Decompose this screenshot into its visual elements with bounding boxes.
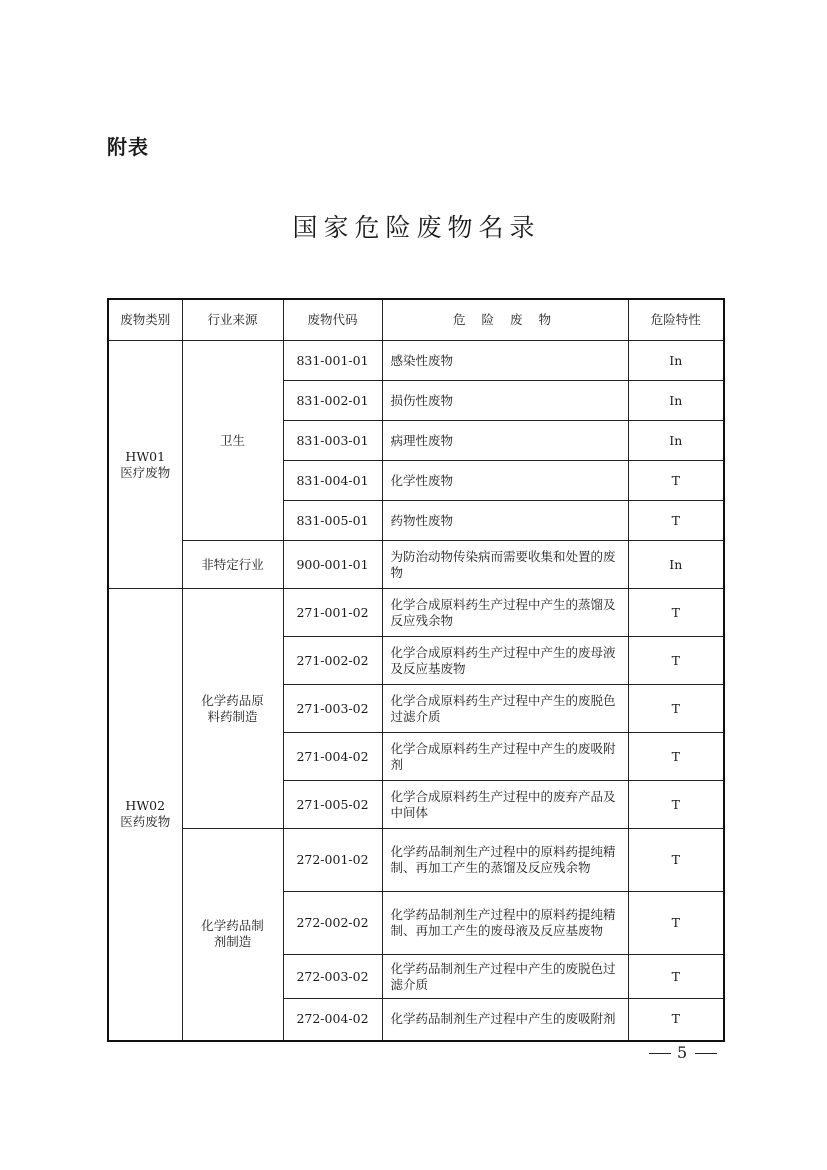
table-row (108, 829, 724, 892)
hazardous-waste-table (107, 298, 725, 1042)
hazard-cell: In (628, 381, 724, 421)
waste-name-cell: 化学合成原料药生产过程中产生的废吸附剂 (382, 733, 628, 781)
hazard-cell: In (628, 541, 724, 589)
table-row (108, 589, 724, 637)
header-code: 废物代码 (283, 299, 382, 341)
category-cell-hw01: HW01 医疗废物 (108, 341, 182, 589)
table-row (108, 341, 724, 381)
waste-name-cell: 化学性废物 (382, 461, 628, 501)
waste-name-cell: 病理性废物 (382, 421, 628, 461)
document-title: 国家危险废物名录 (292, 213, 541, 242)
page-number-dash-left (649, 1053, 671, 1054)
hazard-cell: T (628, 781, 724, 829)
code-cell: 271-002-02 (283, 637, 382, 685)
hazard-cell: T (628, 955, 724, 999)
hazard-cell: T (628, 461, 724, 501)
hazard-cell: In (628, 421, 724, 461)
hazard-cell: In (628, 341, 724, 381)
waste-name-cell: 化学药品制剂生产过程中产生的废吸附剂 (382, 999, 628, 1041)
hazard-cell: T (628, 501, 724, 541)
industry-cell-health: 卫生 (182, 341, 283, 541)
waste-name-cell: 化学药品制剂生产过程中的原料药提纯精制、再加工产生的废母液及反应基废物 (382, 892, 628, 955)
table-header-row (108, 299, 724, 341)
hazard-cell: T (628, 892, 724, 955)
code-cell: 831-001-01 (283, 341, 382, 381)
hazard-cell: T (628, 733, 724, 781)
code-cell: 831-002-01 (283, 381, 382, 421)
appendix-label: 附表 (107, 135, 149, 159)
page-number (643, 1043, 723, 1062)
code-cell: 271-005-02 (283, 781, 382, 829)
hazard-cell: T (628, 637, 724, 685)
industry-cell-formulation: 化学药品制 剂制造 (182, 829, 283, 1041)
hazard-cell: T (628, 589, 724, 637)
header-hazard: 危险特性 (628, 299, 724, 341)
header-category: 废物类别 (108, 299, 182, 341)
waste-name-cell: 化学合成原料药生产过程中的废弃产品及中间体 (382, 781, 628, 829)
code-cell: 271-001-02 (283, 589, 382, 637)
header-industry: 行业来源 (182, 299, 283, 341)
code-cell: 900-001-01 (283, 541, 382, 589)
code-cell: 272-003-02 (283, 955, 382, 999)
header-waste: 危 险 废 物 (382, 299, 628, 341)
waste-name-cell: 化学合成原料药生产过程中产生的蒸馏及反应残余物 (382, 589, 628, 637)
hazard-cell: T (628, 829, 724, 892)
code-cell: 831-004-01 (283, 461, 382, 501)
industry-cell-nonspecific: 非特定行业 (182, 541, 283, 589)
hazard-cell: T (628, 685, 724, 733)
code-cell: 272-004-02 (283, 999, 382, 1041)
table-row (108, 541, 724, 589)
category-cell-hw02: HW02 医药废物 (108, 589, 182, 1041)
page-number-value: 5 (677, 1043, 690, 1062)
code-cell: 272-001-02 (283, 829, 382, 892)
waste-name-cell: 药物性废物 (382, 501, 628, 541)
waste-name-cell: 感染性废物 (382, 341, 628, 381)
code-cell: 271-004-02 (283, 733, 382, 781)
waste-name-cell: 损伤性废物 (382, 381, 628, 421)
industry-cell-api: 化学药品原 料药制造 (182, 589, 283, 829)
waste-name-cell: 为防治动物传染病而需要收集和处置的废物 (382, 541, 628, 589)
waste-name-cell: 化学合成原料药生产过程中产生的废脱色过滤介质 (382, 685, 628, 733)
code-cell: 831-005-01 (283, 501, 382, 541)
waste-name-cell: 化学合成原料药生产过程中产生的废母液及反应基废物 (382, 637, 628, 685)
waste-name-cell: 化学药品制剂生产过程中的原料药提纯精制、再加工产生的蒸馏及反应残余物 (382, 829, 628, 892)
hazard-cell: T (628, 999, 724, 1041)
waste-name-cell: 化学药品制剂生产过程中产生的废脱色过滤介质 (382, 955, 628, 999)
code-cell: 831-003-01 (283, 421, 382, 461)
page-number-dash-right (695, 1053, 717, 1054)
code-cell: 272-002-02 (283, 892, 382, 955)
code-cell: 271-003-02 (283, 685, 382, 733)
